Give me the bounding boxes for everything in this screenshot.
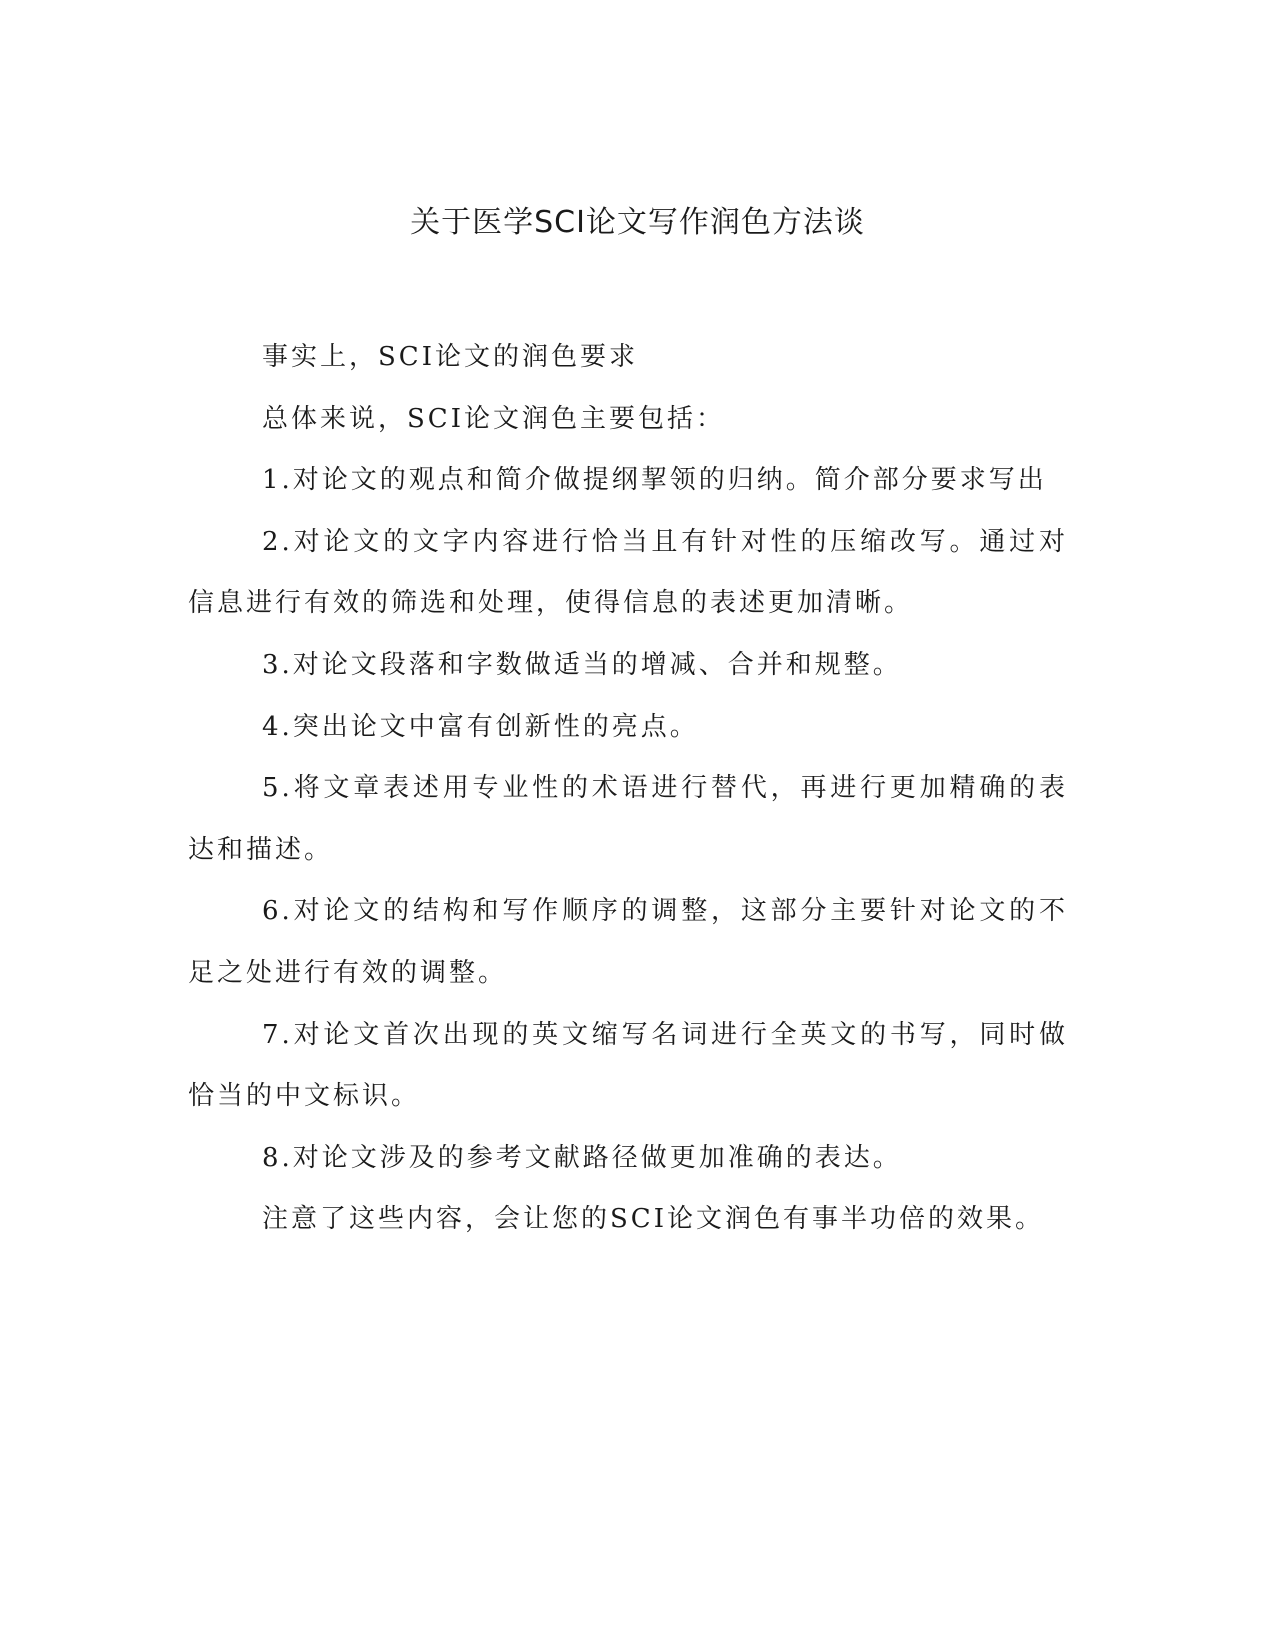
document-body [188, 327, 1068, 1251]
paragraph-item-6: 6.对论文的结构和写作顺序的调整，这部分主要针对论文的不足之处进行有效的调整。 [188, 896, 1068, 988]
paragraph-item-3: 3.对论文段落和字数做适当的增减、合并和规整。 [262, 649, 902, 680]
paragraph-conclusion: 注意了这些内容，会让您的SCI论文润色有事半功倍的效果。 [262, 1204, 1044, 1235]
paragraph-summary: 总体来说，SCI论文润色主要包括： [262, 403, 725, 434]
paragraph-item-2: 2.对论文的文字内容进行恰当且有针对性的压缩改写。通过对信息进行有效的筛选和处理，使得信息的表述更加清晰。 [188, 526, 1068, 619]
paragraph-item-7: 7.对论文首次出现的英文缩写名词进行全英文的书写，同时做恰当的中文标识。 [188, 1019, 1068, 1112]
paragraph-item-5: 5.将文章表述用专业性的术语进行替代，再进行更加精确的表达和描述。 [188, 773, 1068, 865]
document-title: 关于医学SCI论文写作润色方法谈 [410, 205, 865, 240]
paragraph-item-8: 8.对论文涉及的参考文献路径做更加准确的表达。 [262, 1142, 902, 1173]
paragraph-intro: 事实上，SCI论文的润色要求 [262, 342, 638, 372]
paragraph-item-4: 4.突出论文中富有创新性的亮点。 [262, 711, 699, 742]
paragraph-item-1: 1.对论文的观点和简介做提纲挈领的归纳。简介部分要求写出 [262, 465, 1047, 496]
